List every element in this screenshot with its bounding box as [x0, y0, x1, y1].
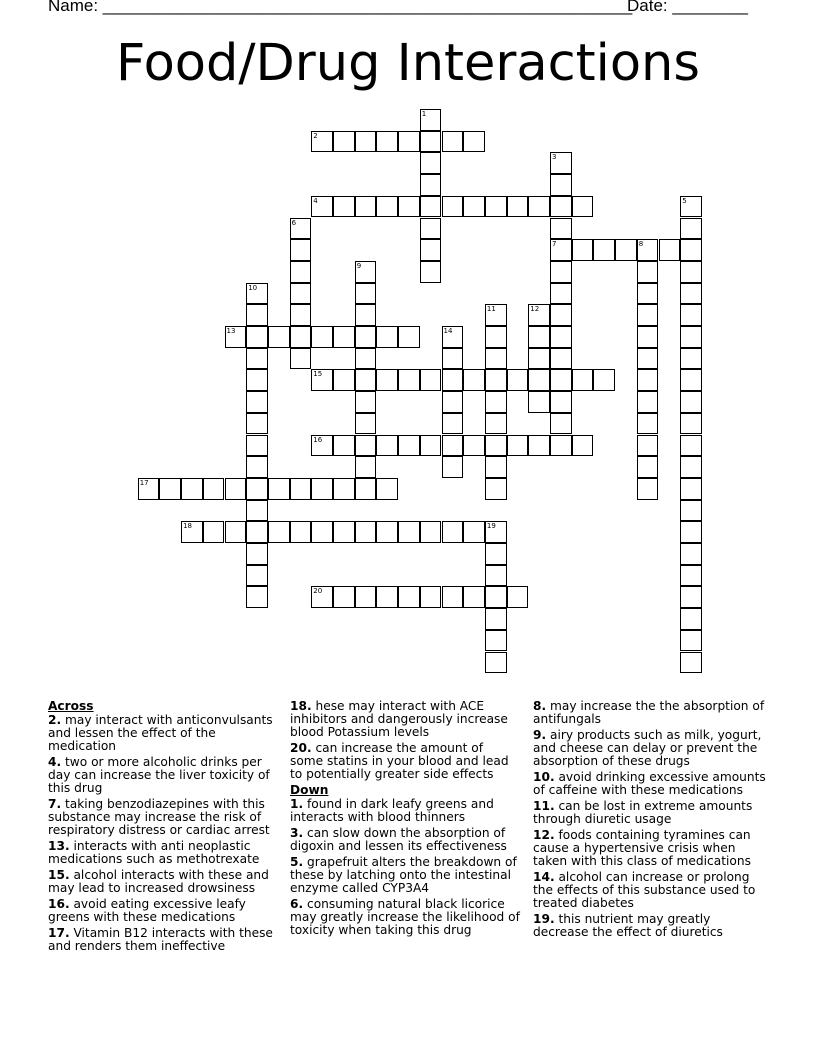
clue-text: Vitamin B12 interacts with these and renders them ineffective	[48, 926, 273, 953]
grid-cell[interactable]	[420, 109, 442, 131]
grid-cell[interactable]	[138, 478, 160, 500]
clue-text: hese may interact with ACE inhibitors and dangerously increase blood Potassium levels	[290, 699, 508, 739]
grid-cell[interactable]	[246, 478, 268, 500]
grid-cell[interactable]	[311, 435, 333, 457]
grid-cell[interactable]	[680, 348, 702, 370]
clue-text: alcohol interacts with these and may lead to increased drowsiness	[48, 868, 269, 895]
clue-number: 7.	[48, 797, 62, 811]
grid-cell[interactable]	[246, 435, 268, 457]
clue-number: 7	[552, 240, 557, 249]
grid-cell[interactable]	[420, 218, 442, 240]
clue-number: 20.	[290, 741, 312, 755]
grid-cell[interactable]	[442, 586, 464, 608]
clue-text: alcohol can increase or prolong the effects of this substance used to treated diabetes	[533, 870, 756, 910]
grid-cell[interactable]	[311, 586, 333, 608]
grid-cell[interactable]	[355, 456, 377, 478]
grid-cell[interactable]	[550, 435, 572, 457]
clue-number: 12	[530, 305, 540, 314]
grid-cell[interactable]	[485, 196, 507, 218]
clue-number: 11	[486, 305, 496, 314]
grid-cell[interactable]	[507, 435, 529, 457]
clue-text: two or more alcoholic drinks per day can increase the liver toxicity of this drug	[48, 755, 270, 795]
grid-cell[interactable]	[420, 435, 442, 457]
grid-cell[interactable]	[528, 348, 550, 370]
grid-cell[interactable]	[311, 131, 333, 153]
clue-number: 17	[139, 478, 149, 487]
grid-cell[interactable]	[376, 435, 398, 457]
grid-cell[interactable]	[225, 521, 247, 543]
grid-cell[interactable]	[290, 239, 312, 261]
grid-cell[interactable]	[528, 304, 550, 326]
grid-cell[interactable]	[246, 543, 268, 565]
grid-cell[interactable]	[550, 348, 572, 370]
grid-cell[interactable]	[246, 500, 268, 522]
grid-cell[interactable]	[398, 131, 420, 153]
grid-cell[interactable]	[181, 521, 203, 543]
down-clue	[533, 700, 769, 726]
grid-cell[interactable]	[637, 239, 659, 261]
grid-cell[interactable]	[680, 413, 702, 435]
grid-cell[interactable]	[246, 283, 268, 305]
clue-number: 13	[226, 327, 236, 335]
grid-cell[interactable]	[290, 348, 312, 370]
grid-cell[interactable]	[485, 630, 507, 652]
grid-cell[interactable]	[550, 196, 572, 218]
clue-number: 18.	[290, 699, 312, 713]
grid-cell[interactable]	[485, 565, 507, 587]
clue-number: 5	[682, 196, 687, 205]
across-clue	[48, 714, 284, 753]
grid-cell[interactable]	[550, 283, 572, 305]
grid-cell[interactable]	[333, 435, 355, 457]
grid-cell[interactable]	[637, 478, 659, 500]
down-clue	[290, 827, 520, 853]
grid-cell[interactable]	[485, 413, 507, 435]
grid-cell[interactable]	[442, 521, 464, 543]
clue-number: 13.	[48, 839, 70, 853]
grid-cell[interactable]	[225, 326, 247, 348]
down-clue	[290, 898, 520, 937]
clue-number: 10	[248, 283, 258, 292]
clue-column-1	[48, 700, 284, 956]
clue-number: 2.	[48, 713, 62, 727]
grid-cell[interactable]	[355, 196, 377, 218]
grid-cell[interactable]	[463, 196, 485, 218]
clue-number: 9	[356, 261, 362, 270]
grid-cell[interactable]	[507, 196, 529, 218]
down-clue	[290, 856, 520, 895]
grid-cell[interactable]	[420, 131, 442, 153]
grid-cell[interactable]	[246, 586, 268, 608]
grid-cell[interactable]	[637, 283, 659, 305]
grid-cell[interactable]	[442, 413, 464, 435]
grid-cell[interactable]	[680, 565, 702, 587]
clue-number: 8	[638, 240, 644, 249]
down-heading: Down	[290, 783, 329, 797]
grid-cell[interactable]	[420, 521, 442, 543]
grid-cell[interactable]	[637, 456, 659, 478]
grid-cell[interactable]	[355, 521, 377, 543]
across-clue	[48, 840, 284, 866]
clue-text: grapefruit alters the breakdown of these by latching onto the intestinal enzyme called CYP3A4	[290, 855, 517, 895]
grid-cell[interactable]	[442, 456, 464, 478]
grid-cell[interactable]	[333, 131, 355, 153]
clue-text: avoid eating excessive leafy greens with these medications	[48, 897, 246, 924]
grid-cell[interactable]	[442, 369, 464, 391]
grid-cell[interactable]	[528, 391, 550, 413]
clue-text: taking benzodiazepines with this substance may increase the risk of respiratory distress or cardiac arrest	[48, 797, 270, 837]
grid-cell[interactable]	[355, 478, 377, 500]
grid-cell[interactable]	[442, 348, 464, 370]
grid-cell[interactable]	[680, 521, 702, 543]
grid-cell[interactable]	[398, 196, 420, 218]
grid-cell[interactable]	[246, 456, 268, 478]
grid-cell[interactable]	[463, 369, 485, 391]
clue-number: 8.	[533, 699, 547, 713]
down-clue	[533, 829, 769, 868]
down-clue	[533, 729, 769, 768]
clue-number: 10.	[533, 770, 555, 784]
clue-number: 3.	[290, 826, 304, 840]
date-field[interactable]: Date: ________	[627, 0, 748, 15]
grid-cell[interactable]	[680, 478, 702, 500]
grid-cell[interactable]	[420, 369, 442, 391]
grid-cell[interactable]	[420, 196, 442, 218]
grid-cell[interactable]	[376, 131, 398, 153]
grid-cell[interactable]	[442, 435, 464, 457]
down-clues-part1	[290, 798, 520, 937]
grid-cell[interactable]	[485, 348, 507, 370]
grid-cell[interactable]	[333, 326, 355, 348]
clue-text: can slow down the absorption of digoxin and lessen its effectiveness	[290, 826, 507, 853]
grid-cell[interactable]	[246, 565, 268, 587]
grid-cell[interactable]	[442, 131, 464, 153]
grid-cell[interactable]	[485, 478, 507, 500]
grid-cell[interactable]	[246, 304, 268, 326]
clue-number: 14.	[533, 870, 555, 884]
down-clue	[533, 771, 769, 797]
across-clue	[290, 700, 520, 739]
across-clue	[48, 898, 284, 924]
grid-cell[interactable]	[680, 304, 702, 326]
grid-cell[interactable]	[398, 326, 420, 348]
grid-cell[interactable]	[485, 435, 507, 457]
across-clue	[48, 756, 284, 795]
grid-cell[interactable]	[376, 478, 398, 500]
clue-text: this nutrient may greatly decrease the effect of diuretics	[533, 912, 723, 939]
clue-text: found in dark leafy greens and interacts with blood thinners	[290, 797, 494, 824]
clue-text: can be lost in extreme amounts through diuretic usage	[533, 799, 753, 826]
grid-cell[interactable]	[485, 304, 507, 326]
grid-cell[interactable]	[246, 326, 268, 348]
grid-cell[interactable]	[225, 478, 247, 500]
grid-cell[interactable]	[420, 586, 442, 608]
grid-cell[interactable]	[485, 326, 507, 348]
grid-cell[interactable]	[680, 218, 702, 240]
down-clue	[533, 800, 769, 826]
grid-cell[interactable]	[355, 326, 377, 348]
clue-number: 6	[291, 218, 297, 227]
clue-number: 4.	[48, 755, 62, 769]
grid-cell[interactable]	[680, 261, 702, 283]
grid-cell[interactable]	[355, 369, 377, 391]
grid-cell[interactable]	[680, 630, 702, 652]
clue-text: may increase the the absorption of antifungals	[533, 699, 765, 726]
grid-cell[interactable]	[485, 521, 507, 543]
across-clues-part1	[48, 714, 284, 953]
down-clue	[533, 913, 769, 939]
grid-cell[interactable]	[333, 521, 355, 543]
grid-cell[interactable]	[290, 478, 312, 500]
clue-number: 6.	[290, 897, 304, 911]
across-clue	[48, 869, 284, 895]
grid-cell[interactable]	[181, 478, 203, 500]
grid-cell[interactable]	[311, 196, 333, 218]
grid-cell[interactable]	[290, 326, 312, 348]
grid-cell[interactable]	[550, 239, 572, 261]
grid-cell[interactable]	[398, 369, 420, 391]
grid-cell[interactable]	[680, 608, 702, 630]
grid-cell[interactable]	[333, 369, 355, 391]
grid-cell[interactable]	[268, 478, 290, 500]
grid-cell[interactable]	[680, 456, 702, 478]
clue-number: 18	[183, 522, 193, 531]
grid-cell[interactable]	[376, 196, 398, 218]
grid-cell[interactable]	[659, 239, 681, 261]
grid-cell[interactable]	[507, 369, 529, 391]
clue-number: 17.	[48, 926, 70, 940]
grid-cell[interactable]	[463, 131, 485, 153]
grid-cell[interactable]	[485, 586, 507, 608]
grid-cell[interactable]	[463, 435, 485, 457]
clue-number: 15	[313, 370, 323, 379]
grid-cell[interactable]	[355, 131, 377, 153]
clue-text: consuming natural black licorice may greatly increase the likelihood of toxicity when taking this drug	[290, 897, 520, 937]
grid-cell[interactable]	[680, 652, 702, 674]
grid-cell[interactable]	[311, 521, 333, 543]
grid-cell[interactable]	[290, 261, 312, 283]
grid-cell[interactable]	[528, 326, 550, 348]
clue-number: 12.	[533, 828, 555, 842]
grid-cell[interactable]	[550, 413, 572, 435]
clue-number: 2	[313, 131, 318, 140]
grid-cell[interactable]	[680, 543, 702, 565]
grid-cell[interactable]	[355, 304, 377, 326]
grid-cell[interactable]	[333, 196, 355, 218]
grid-cell[interactable]	[572, 435, 594, 457]
grid-cell[interactable]	[398, 435, 420, 457]
clue-number: 16	[313, 435, 323, 444]
grid-cell[interactable]	[420, 261, 442, 283]
clue-number: 19.	[533, 912, 555, 926]
across-clue	[48, 798, 284, 837]
grid-cell[interactable]	[680, 239, 702, 261]
grid-cell[interactable]	[485, 608, 507, 630]
clue-text: interacts with anti neoplastic medications such as methotrexate	[48, 839, 260, 866]
grid-cell[interactable]	[246, 413, 268, 435]
grid-cell[interactable]	[637, 261, 659, 283]
grid-cell[interactable]	[442, 196, 464, 218]
grid-cell[interactable]	[311, 478, 333, 500]
grid-cell[interactable]	[311, 326, 333, 348]
clue-text: avoid drinking excessive amounts of caffeine with these medications	[533, 770, 766, 797]
grid-cell[interactable]	[398, 586, 420, 608]
grid-cell[interactable]	[485, 652, 507, 674]
grid-cell[interactable]	[355, 586, 377, 608]
clue-column-2	[290, 700, 520, 940]
grid-cell[interactable]	[550, 174, 572, 196]
grid-cell[interactable]	[376, 326, 398, 348]
grid-cell[interactable]	[550, 218, 572, 240]
clue-text: can increase the amount of some statins in your blood and lead to potentially greater side effects	[290, 741, 509, 781]
grid-cell[interactable]	[355, 435, 377, 457]
clue-number: 1.	[290, 797, 304, 811]
grid-cell[interactable]	[572, 369, 594, 391]
grid-cell[interactable]	[246, 348, 268, 370]
grid-cell[interactable]	[637, 435, 659, 457]
grid-cell[interactable]	[355, 348, 377, 370]
grid-cell[interactable]	[290, 521, 312, 543]
grid-cell[interactable]	[572, 239, 594, 261]
grid-cell[interactable]	[290, 218, 312, 240]
grid-cell[interactable]	[355, 391, 377, 413]
grid-cell[interactable]	[442, 391, 464, 413]
grid-cell[interactable]	[637, 413, 659, 435]
grid-cell[interactable]	[203, 521, 225, 543]
grid-cell[interactable]	[637, 369, 659, 391]
grid-cell[interactable]	[528, 435, 550, 457]
across-heading: Across	[48, 699, 94, 713]
grid-cell[interactable]	[355, 261, 377, 283]
name-field[interactable]: Name: ________________________________________________________	[48, 0, 633, 15]
grid-cell[interactable]	[442, 326, 464, 348]
grid-cell[interactable]	[680, 326, 702, 348]
grid-cell[interactable]	[246, 521, 268, 543]
grid-cell[interactable]	[268, 521, 290, 543]
clue-number: 5.	[290, 855, 304, 869]
grid-cell[interactable]	[290, 283, 312, 305]
grid-cell[interactable]	[680, 196, 702, 218]
clue-number: 14	[443, 327, 453, 335]
grid-cell[interactable]	[420, 174, 442, 196]
grid-cell[interactable]	[615, 239, 637, 261]
grid-cell[interactable]	[680, 369, 702, 391]
grid-cell[interactable]	[398, 521, 420, 543]
grid-cell[interactable]	[507, 586, 529, 608]
clue-text: airy products such as milk, yogurt, and cheese can delay or prevent the absorption of these drugs	[533, 728, 762, 768]
grid-cell[interactable]	[463, 521, 485, 543]
grid-cell[interactable]	[550, 152, 572, 174]
clue-text: foods containing tyramines can cause a hypertensive crisis when taken with this class of medications	[533, 828, 751, 868]
grid-cell[interactable]	[463, 586, 485, 608]
clue-number: 1	[421, 110, 427, 118]
down-clue	[290, 798, 520, 824]
grid-cell[interactable]	[159, 478, 181, 500]
grid-cell[interactable]	[420, 239, 442, 261]
clue-number: 20	[313, 587, 323, 596]
grid-cell[interactable]	[485, 369, 507, 391]
grid-cell[interactable]	[203, 478, 225, 500]
grid-cell[interactable]	[680, 391, 702, 413]
grid-cell[interactable]	[593, 369, 615, 391]
grid-cell[interactable]	[637, 326, 659, 348]
grid-cell[interactable]	[376, 369, 398, 391]
across-clues-part2	[290, 700, 520, 781]
grid-cell[interactable]	[376, 586, 398, 608]
grid-cell[interactable]	[485, 543, 507, 565]
grid-cell[interactable]	[680, 435, 702, 457]
grid-cell[interactable]	[572, 196, 594, 218]
across-clue	[290, 742, 520, 781]
grid-cell[interactable]	[528, 369, 550, 391]
grid-cell[interactable]	[637, 348, 659, 370]
grid-cell[interactable]	[485, 456, 507, 478]
clue-number: 19	[486, 522, 496, 531]
down-clue	[533, 871, 769, 910]
clue-number: 16.	[48, 897, 70, 911]
clue-number: 3	[552, 153, 557, 162]
grid-cell[interactable]	[246, 369, 268, 391]
grid-cell[interactable]	[528, 196, 550, 218]
grid-cell[interactable]	[268, 326, 290, 348]
grid-cell[interactable]	[680, 500, 702, 522]
clue-number: 4	[313, 196, 318, 205]
grid-cell[interactable]	[637, 391, 659, 413]
grid-cell[interactable]	[420, 152, 442, 174]
grid-cell[interactable]	[355, 283, 377, 305]
page-title: Food/Drug Interactions	[116, 34, 700, 93]
grid-cell[interactable]	[637, 304, 659, 326]
grid-cell[interactable]	[311, 369, 333, 391]
clue-number: 9.	[533, 728, 547, 742]
grid-cell[interactable]	[355, 413, 377, 435]
grid-cell[interactable]	[680, 586, 702, 608]
grid-cell[interactable]	[550, 391, 572, 413]
clue-text: may interact with anticonvulsants and lessen the effect of the medication	[48, 713, 273, 753]
across-clue	[48, 927, 284, 953]
grid-cell[interactable]	[376, 521, 398, 543]
grid-cell[interactable]	[333, 586, 355, 608]
clue-column-3	[533, 700, 769, 942]
grid-cell[interactable]	[550, 261, 572, 283]
grid-cell[interactable]	[550, 304, 572, 326]
clue-number: 15.	[48, 868, 70, 882]
grid-cell[interactable]	[550, 326, 572, 348]
grid-cell[interactable]	[485, 391, 507, 413]
grid-cell[interactable]	[333, 478, 355, 500]
down-clues-part2	[533, 700, 769, 939]
clue-number: 11.	[533, 799, 555, 813]
grid-cell[interactable]	[680, 283, 702, 305]
grid-cell[interactable]	[550, 369, 572, 391]
grid-cell[interactable]	[246, 391, 268, 413]
grid-cell[interactable]	[593, 239, 615, 261]
grid-cell[interactable]	[290, 304, 312, 326]
